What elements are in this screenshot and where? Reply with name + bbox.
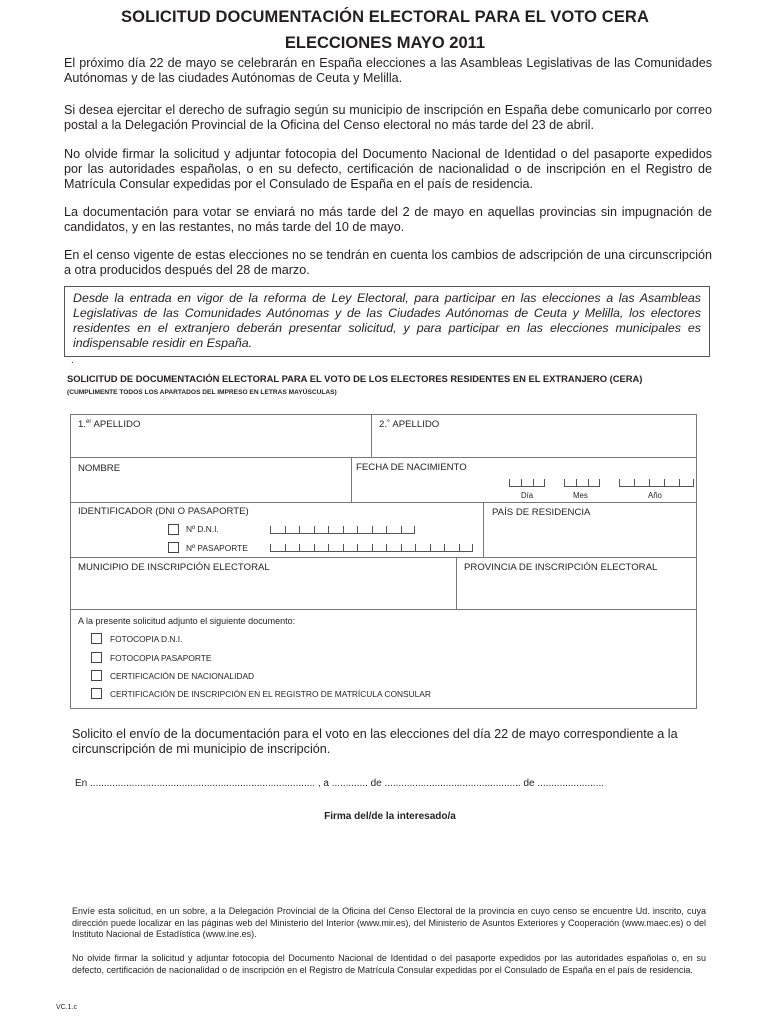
doc-label-nacionalidad: CERTIFICACIÓN DE NACIONALIDAD (110, 671, 255, 681)
nombre-field[interactable]: NOMBRE (78, 463, 121, 474)
place-date-line[interactable]: En ................................................................................. , a ............. de ................................................. de ........................ (75, 778, 605, 789)
doc-label-consular: CERTIFICACIÓN DE INSCRIPCIÓN EN EL REGISTRO DE MATRÍCULA CONSULAR (110, 689, 431, 699)
identificador-label: IDENTIFICADOR (DNI O PASAPORTE) (78, 506, 249, 517)
mes-label: Mes (573, 491, 588, 500)
municipio-field[interactable]: MUNICIPIO DE INSCRIPCIÓN ELECTORAL (78, 562, 270, 573)
notice-dot: . (71, 355, 74, 366)
footer-instructions: Envíe esta solicitud, en un sobre, a la Delegación Provincial de la Oficina del Censo Electoral de la provincia en cuyo censo se encuentre Ud. inscrito, cuya dirección puede localizar en las páginas web del Ministerio del Interior (www.mir.es), del Ministerio de Asuntos Exteriores y Cooperación (www.maec.es) o del Instituto Nacional de Estadística (www.ine.es). (72, 906, 706, 939)
doc-label-dni: FOTOCOPIA D.N.I. (110, 634, 183, 644)
signature-label: Firma del/de la interesado/a (324, 811, 456, 822)
apellido1-ordinal: er (86, 419, 92, 425)
mes-input[interactable] (564, 479, 600, 487)
dia-label: Día (521, 491, 534, 500)
paragraph-elections: El próximo día 22 de mayo se celebrarán en España elecciones a las Asambleas Legislativas de las Comunidades Autónomas y de las ciudades Autónomas de Ceuta y Melilla. (64, 56, 712, 85)
apellido1-label: 1. (78, 419, 87, 431)
anio-label: Año (648, 491, 662, 500)
pasaporte-label: Nº PASAPORTE (186, 543, 248, 553)
page-title: SOLICITUD DOCUMENTACIÓN ELECTORAL PARA EL VOTO CERA (121, 8, 649, 26)
dia-input[interactable] (509, 479, 545, 487)
doc-checkbox-pasaporte[interactable] (91, 652, 102, 663)
form-code: VC.1.c (56, 1004, 78, 1011)
fecha-nacimiento-label: FECHA DE NACIMIENTO (356, 462, 467, 473)
pasaporte-checkbox[interactable] (168, 542, 179, 553)
request-statement: Solicito el envío de la documentación para el voto en las elecciones del día 22 de mayo correspondiente a la circunscripción de mi municipio de inscripción. (72, 727, 678, 756)
apellido1-label-suffix: APELLIDO (91, 419, 141, 431)
form-section-title: SOLICITUD DE DOCUMENTACIÓN ELECTORAL PARA EL VOTO DE LOS ELECTORES RESIDENTES EN EL EXTRANJERO (CERA) (67, 373, 643, 384)
adjunto-label: A la presente solicitud adjunto el siguiente documento: (78, 616, 296, 626)
doc-checkbox-dni[interactable] (91, 633, 102, 644)
anio-input[interactable] (619, 479, 694, 487)
form-divider (71, 609, 696, 610)
notice-text: Desde la entrada en vigor de la reforma de Ley Electoral, para participar en las elecciones a las Asambleas Legislativas de las Comunidades Autónomas y de las Ciudades Autónomas de Ceuta y Melilla, los electores residentes en el extranjero deberán presentar solicitud, y para participar en las elecciones municipales es indispensable residir en España. (73, 291, 701, 350)
apellido2-field[interactable]: 2.˚ APELLIDO (379, 419, 440, 430)
dni-input[interactable] (270, 526, 415, 534)
page-subtitle: ELECCIONES MAYO 2011 (284, 34, 486, 52)
dni-checkbox[interactable] (168, 524, 179, 535)
form-divider (351, 457, 352, 502)
pasaporte-input[interactable] (270, 544, 473, 552)
doc-checkbox-consular[interactable] (91, 688, 102, 699)
form-divider (483, 502, 484, 557)
dni-label: Nº D.N.I. (186, 524, 219, 534)
application-form (70, 414, 697, 709)
doc-checkbox-nacionalidad[interactable] (91, 670, 102, 681)
paragraph-census: En el censo vigente de estas elecciones no se tendrán en cuenta los cambios de adscripción de una circunscripción a otra producidos después del 28 de marzo. (64, 248, 712, 277)
form-divider (71, 457, 696, 458)
apellido1-field[interactable] (78, 419, 140, 430)
footer-reminder: No olvide firmar la solicitud y adjuntar fotocopia del Documento Nacional de Identidad o del pasaporte expedidos por las autoridades españolas o, en su defecto, certificación de nacionalidad o de inscripción en el Registro de Matrícula Consular expedidas por el Consulado de España en el país de residencia. (72, 953, 706, 975)
provincia-field[interactable]: PROVINCIA DE INSCRIPCIÓN ELECTORAL (464, 562, 658, 573)
paragraph-deadline: Si desea ejercitar el derecho de sufragio según su municipio de inscripción en España debe comunicarlo por correo postal a la Delegación Provincial de la Oficina del Censo electoral no más tarde del 23 de abril. (64, 103, 712, 132)
form-divider (371, 415, 372, 457)
paragraph-documents: No olvide firmar la solicitud y adjuntar fotocopia del Documento Nacional de Identidad o del pasaporte expedidos por las autoridades españolas, o en su defecto, certificación de nacionalidad o de inscripción en el Registro de Matrícula Consular expedidas por el Consulado de España en el país de residencia. (64, 147, 712, 191)
form-divider (71, 557, 696, 558)
doc-label-pasaporte: FOTOCOPIA PASAPORTE (110, 653, 212, 663)
form-section-subtitle: (CUMPLIMENTE TODOS LOS APARTADOS DEL IMPRESO EN LETRAS MAYÚSCULAS) (67, 389, 337, 396)
notice-box (64, 286, 710, 357)
form-divider (456, 557, 457, 609)
paragraph-sending: La documentación para votar se enviará no más tarde del 2 de mayo en aquellas provincias sin impugnación de candidatos, y en las restantes, no más tarde del 10 de mayo. (64, 205, 712, 234)
form-divider (71, 502, 696, 503)
pais-residencia-field[interactable]: PAÍS DE RESIDENCIA (492, 507, 591, 518)
